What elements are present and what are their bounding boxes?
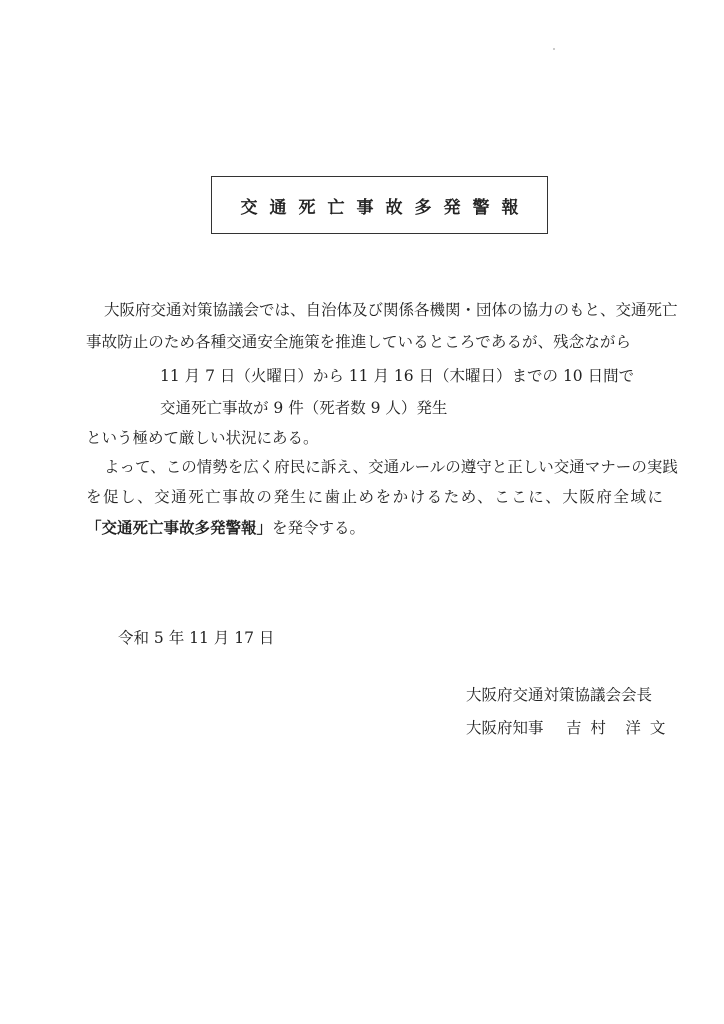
- signatory-title: 大阪府交通対策協議会会長: [466, 686, 653, 704]
- body-line-3: という極めて厳しい状況にある。: [86, 429, 319, 447]
- body-line-1: 大阪府交通対策協議会では、自治体及び関係各機関・団体の協力のもと、交通死亡: [104, 301, 678, 319]
- document-title: 交通死亡事故多発警報: [240, 197, 531, 218]
- warning-suffix: を発令する。: [272, 519, 366, 537]
- accident-count-line: 交通死亡事故が 9 件（死者数 9 人）発生: [160, 399, 448, 417]
- body-line-4: よって、この情勢を広く府民に訴え、交通ルールの遵守と正しい交通マナーの実践: [104, 458, 678, 476]
- issue-date: 令和 5 年 11 月 17 日: [118, 629, 275, 647]
- body-line-2: 事故防止のため各種交通安全施策を推進しているところであるが、残念ながら: [86, 333, 631, 351]
- body-line-6: [86, 518, 365, 538]
- warning-name: 「交通死亡事故多発警報」: [86, 518, 273, 537]
- title-box: [211, 176, 548, 234]
- body-line-5: を促し、交通死亡事故の発生に歯止めをかけるため、ここに、大阪府全域に: [86, 488, 663, 506]
- scan-speck: [553, 48, 555, 50]
- signatory-name: 吉 村 洋 文: [566, 719, 668, 737]
- signatory-office: 大阪府知事: [466, 719, 544, 737]
- period-line: 11 月 7 日（火曜日）から 11 月 16 日（木曜日）までの 10 日間で: [160, 367, 635, 385]
